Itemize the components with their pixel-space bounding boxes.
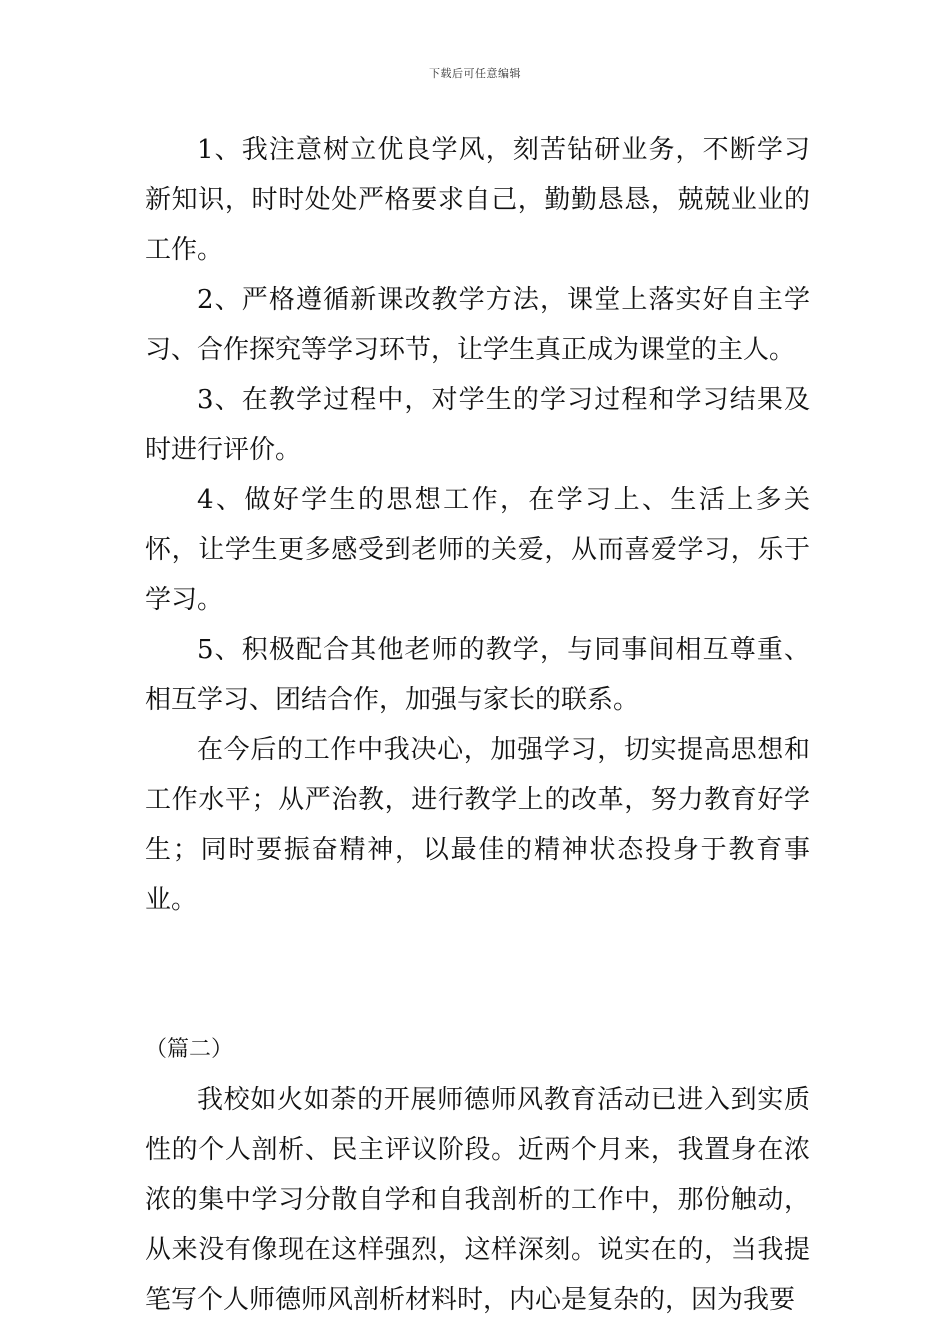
document-body bbox=[145, 125, 810, 1325]
paragraph-conclusion: 在今后的工作中我决心，加强学习，切实提高思想和工作水平；从严治教，进行教学上的改革，努力教育好学生；同时要振奋精神，以最佳的精神状态投身于教育事业。 bbox=[145, 735, 810, 915]
paragraph-item-4: 4、做好学生的思想工作，在学习上、生活上多关怀，让学生更多感受到老师的关爱，从而喜爱学习，乐于学习。 bbox=[145, 485, 810, 615]
paragraph-item-2: 2、严格遵循新课改教学方法，课堂上落实好自主学习、合作探究等学习环节，让学生真正成为课堂的主人。 bbox=[145, 285, 810, 365]
paragraph-part2-intro: 我校如火如荼的开展师德师风教育活动已进入到实质性的个人剖析、民主评议阶段。近两个月来，我置身在浓浓的集中学习分散自学和自我剖析的工作中，那份触动，从来没有像现在这样强烈，这样深刻。说实在的，当我提笔写个人师德师风剖析材料时，内心是复杂的，因为我要 bbox=[145, 1085, 810, 1315]
section-heading: （篇二） bbox=[145, 1037, 234, 1062]
page-header-note: 下载后可任意编辑 bbox=[429, 67, 521, 80]
section-spacer bbox=[145, 925, 810, 1025]
paragraph-item-1: 1、我注意树立优良学风，刻苦钻研业务，不断学习新知识，时时处处严格要求自己，勤勤恳恳，兢兢业业的工作。 bbox=[145, 135, 810, 265]
paragraph-item-3: 3、在教学过程中，对学生的学习过程和学习结果及时进行评价。 bbox=[145, 385, 810, 465]
paragraph-item-5: 5、积极配合其他老师的教学，与同事间相互尊重、相互学习、团结合作，加强与家长的联系。 bbox=[145, 635, 810, 715]
